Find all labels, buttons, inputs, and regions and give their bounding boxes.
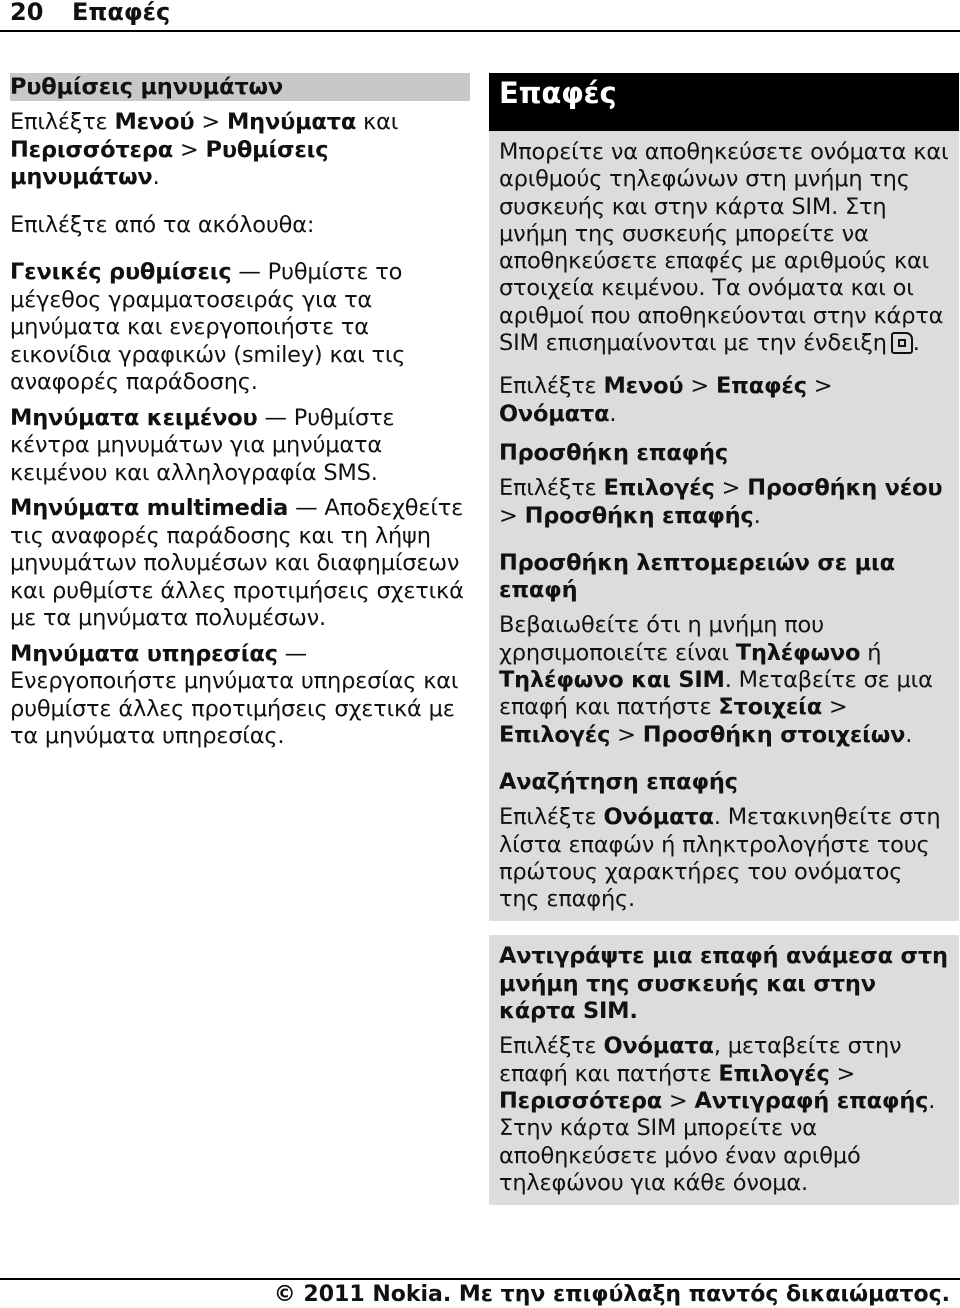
option-general-settings: Γενικές ρυθμίσεις — Ρυθμίστε το μέγεθος γραμματοσειράς για τα μηνύματα και ενεργοποιήστε τα εικονίδια γραφικών (smiley) και τις αναφορές παράδοσης. [10, 259, 406, 395]
select-from-text: Επιλέξτε από τα ακόλουθα: [10, 211, 315, 238]
right-column [489, 73, 959, 1205]
contacts-select-line: Επιλέξτε Μενού > Επαφές > Ονόματα. [499, 373, 833, 427]
message-settings-intro: Επιλέξτε Μενού > Μηνύματα και Περισσότερα > Ρυθμίσεις μηνυμάτων. [10, 109, 399, 190]
add-details-text: Βεβαιωθείτε ότι η μνήμη που χρησιμοποιείτε είναι Τηλέφωνο ή Τηλέφωνο και SIM. Μεταβείτε σε μια επαφή και πατήστε Στοιχεία > Επιλογές > Προσθήκη στοιχείων. [499, 612, 933, 748]
option-service-messages: Μηνύματα υπηρεσίας — Ενεργοποιήστε μηνύματα υπηρεσίας και ρυθμίστε άλλες προτιμήσεις σχετικά με τα μηνύματα υπηρεσίας. [10, 640, 459, 749]
copy-contact-box [489, 935, 959, 1205]
contacts-section-title-bar [489, 73, 959, 131]
copy-contact-heading: Αντιγράψτε μια επαφή ανάμεσα στη μνήμη της συσκευής και στην κάρτα SIM. [499, 943, 948, 1025]
contacts-section-title: Επαφές [499, 76, 617, 110]
page-number: 20 [10, 0, 44, 26]
header-title: Επαφές [72, 0, 171, 26]
add-details-heading: Προσθήκη λεπτομερειών σε μια επαφή [499, 549, 895, 604]
contacts-intro: Μπορείτε να αποθηκεύσετε ονόματα και αριθμούς τηλεφώνων στη μνήμη της συσκευής και στην κάρτα SIM. Στη μνήμη της συσκευής μπορείτε να αποθηκεύσετε επαφές με αριθμούς και στοιχεία κειμένου. Τα ονόματα και οι αριθμοί που αποθηκεύονται στην κάρτα SIM επισημαίνονται με την ένδειξη . [499, 139, 949, 357]
option-text-messages: Μηνύματα κειμένου — Ρυθμίστε κέντρα μηνυμάτων για μηνύματα κειμένου και αλληλογραφία SMS. [10, 404, 395, 486]
option-multimedia-messages: Μηνύματα multimedia — Αποδεχθείτε τις αναφορές παράδοσης και τη λήψη μηνυμάτων πολυμέσων και διαφημίσεων και ρυθμίστε άλλες προτιμήσεις σχετικά με τα μηνύματα πολυμέσων. [10, 495, 464, 631]
left-column [10, 73, 470, 751]
copy-contact-text: Επιλέξτε Ονόματα, μεταβείτε στην επαφή και πατήστε Επιλογές > Περισσότερα > Αντιγραφή επαφής. Στην κάρτα SIM μπορείτε να αποθηκεύσετε μόνο έναν αριθμό τηλεφώνου για κάθε όνομα. [499, 1033, 936, 1196]
message-settings-heading: Ρυθμίσεις μηνυμάτων [10, 74, 284, 100]
contacts-info-box [489, 131, 959, 921]
add-contact-text: Επιλέξτε Επιλογές > Προσθήκη νέου > Προσθήκη επαφής. [499, 475, 943, 529]
copyright-text: © 2011 Nokia. Με την επιφύλαξη παντός δικαιώματος. [273, 1282, 950, 1307]
sim-card-icon [891, 332, 913, 354]
page-header [0, 0, 960, 32]
search-contact-heading: Αναζήτηση επαφής [499, 768, 738, 795]
search-contact-text: Επιλέξτε Ονόματα. Μετακινηθείτε στη λίστα επαφών ή πληκτρολογήστε τους πρώτους χαρακτήρες του ονόματος της επαφής. [499, 804, 941, 913]
page-footer [0, 1278, 960, 1307]
message-settings-heading-bar [10, 73, 470, 101]
add-contact-heading: Προσθήκη επαφής [499, 439, 728, 466]
